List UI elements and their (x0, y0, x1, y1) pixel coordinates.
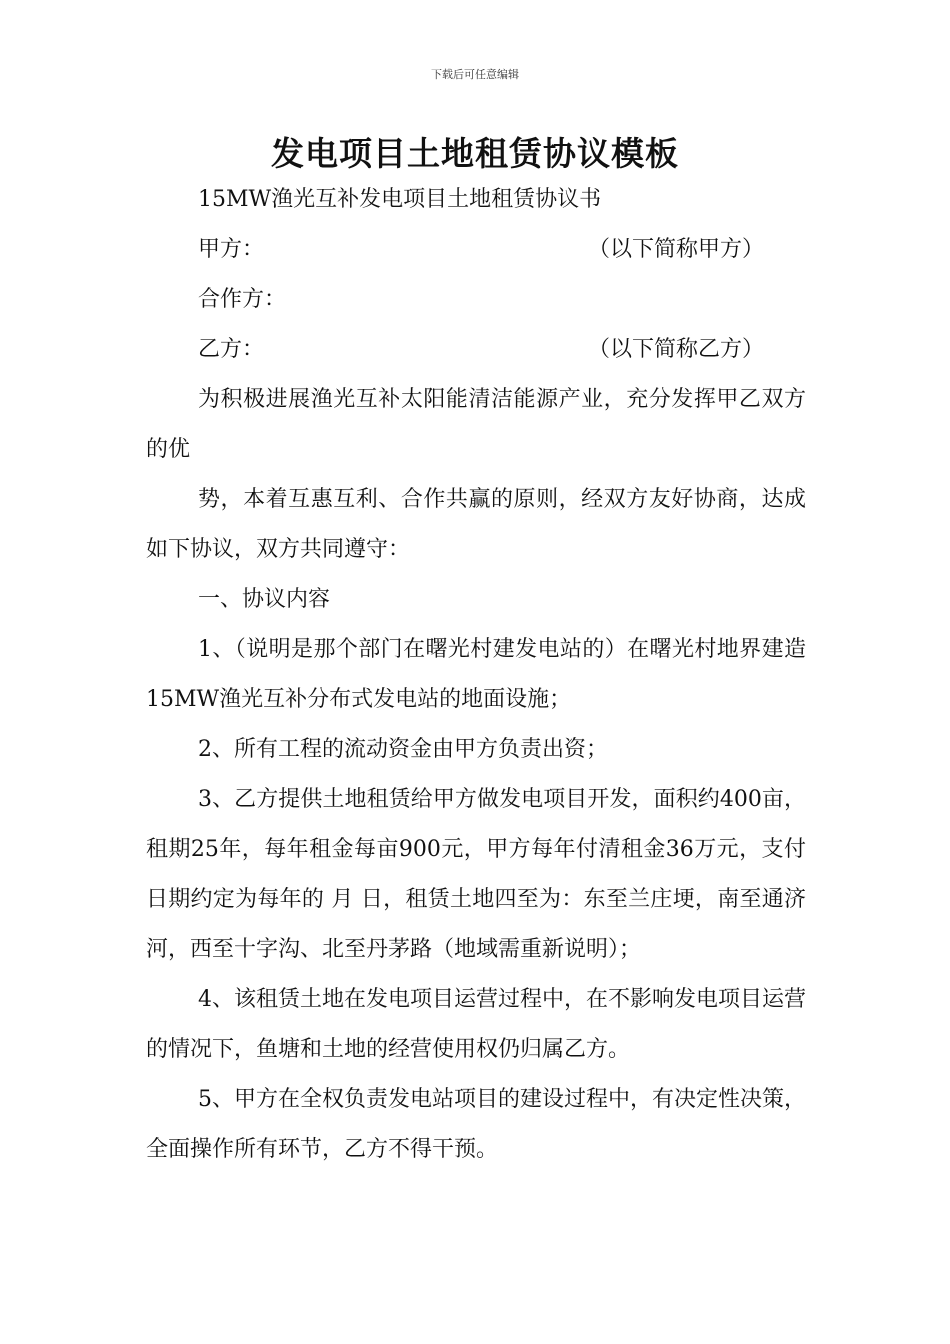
clause-item-5: 5、甲方在全权负责发电站项目的建设过程中，有决定性决策，全面操作所有环节，乙方不得干预。 (146, 1087, 806, 1162)
party-partner-label: 合作方： (198, 287, 287, 312)
party-a-note: （以下简称甲方） (588, 237, 765, 262)
party-a-label: 甲方： (198, 237, 265, 262)
document-body (146, 175, 806, 1175)
party-b-label: 乙方： (198, 337, 265, 362)
clause-item-3: 3、乙方提供土地租赁给甲方做发电项目开发，面积约400亩，租期25年，每年租金每亩900元，甲方每年付清租金36万元，支付日期约定为每年的 月 日，租赁土地四至为：东至兰庄埂，南至通济河，西至十字沟、北至丹茅路（地域需重新说明）； (146, 787, 806, 962)
document-subtitle: 15MW渔光互补发电项目土地租赁协议书 (198, 187, 602, 212)
party-b-note: （以下简称乙方） (588, 337, 765, 362)
paragraph-principle: 势，本着互惠互利、合作共赢的原则，经双方友好协商，达成如下协议，双方共同遵守： (146, 487, 806, 562)
clause-item-2: 2、所有工程的流动资金由甲方负责出资； (198, 737, 608, 762)
section-heading-agreement-content: 一、协议内容 (198, 587, 331, 612)
paragraph-purpose: 为积极进展渔光互补太阳能清洁能源产业，充分发挥甲乙双方的优 (146, 387, 806, 462)
document-title: 发电项目土地租赁协议模板 (271, 134, 679, 173)
clause-item-4: 4、该租赁土地在发电项目运营过程中，在不影响发电项目运营的情况下，鱼塘和土地的经营使用权仍归属乙方。 (146, 987, 806, 1062)
header-note: 下载后可任意编辑 (431, 68, 519, 81)
party-partner (146, 275, 806, 325)
party-b (146, 325, 806, 375)
party-a (146, 225, 806, 275)
clause-item-1: 1、（说明是那个部门在曙光村建发电站的）在曙光村地界建造15MW渔光互补分布式发电站的地面设施； (146, 637, 806, 712)
